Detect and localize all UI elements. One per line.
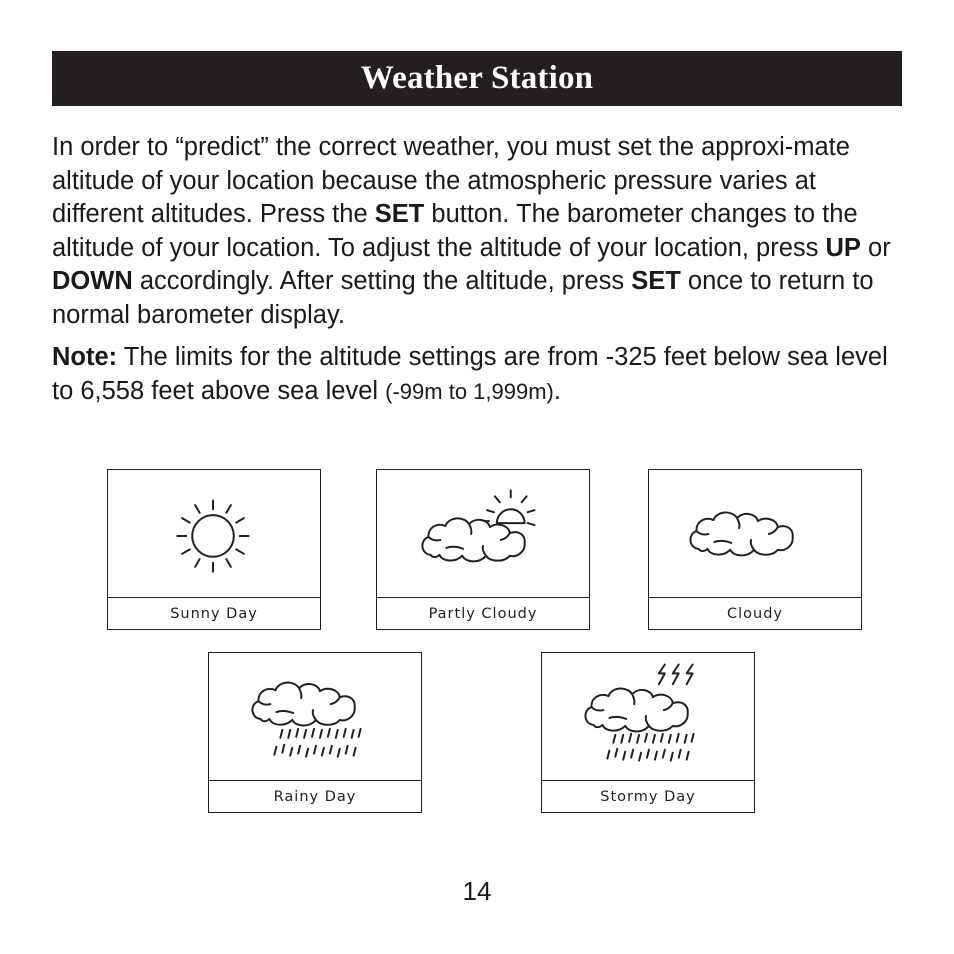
panel-caption: Rainy Day	[209, 780, 421, 812]
panel-caption: Sunny Day	[108, 597, 320, 629]
page-title: Weather Station	[360, 60, 594, 96]
note-label: Note:	[52, 343, 118, 371]
panel-stormy-day	[541, 652, 755, 813]
note-paragraph: Note: The limits for the altitude settings are from -325 feet below sea level to 6,558 feet above sea level (-99m to 1,999m).	[52, 343, 888, 405]
panel-partly-cloudy	[376, 469, 590, 630]
panel-cloudy	[648, 469, 862, 630]
page-number: 14	[462, 876, 492, 906]
body-text	[52, 131, 902, 408]
cloud-icon	[649, 470, 861, 598]
set-keyword: SET	[631, 267, 681, 295]
header-bar	[52, 51, 902, 106]
rain-icon	[209, 653, 421, 781]
down-keyword: DOWN	[52, 267, 133, 295]
sun-icon	[108, 470, 320, 598]
panel-caption: Partly Cloudy	[377, 597, 589, 629]
up-keyword: UP	[825, 233, 861, 262]
panel-sunny-day	[107, 469, 321, 630]
panel-rainy-day	[208, 652, 422, 813]
set-keyword: SET	[374, 200, 425, 228]
storm-icon	[542, 653, 754, 781]
panel-caption: Cloudy	[649, 597, 861, 629]
partly-cloudy-icon	[377, 470, 589, 598]
intro-paragraph: In order to “predict” the correct weather, you must set the approxi-mate altitude of your location because the atmospheric pressure varies at different altitudes. Press the SET button. The barometer changes to the altitude of your location. To adjust the altitude of your location, press UP or DOWN accordingly. After setting the altitude, press SET once to return to normal barometer display.	[52, 133, 891, 329]
panel-caption: Stormy Day	[542, 780, 754, 812]
